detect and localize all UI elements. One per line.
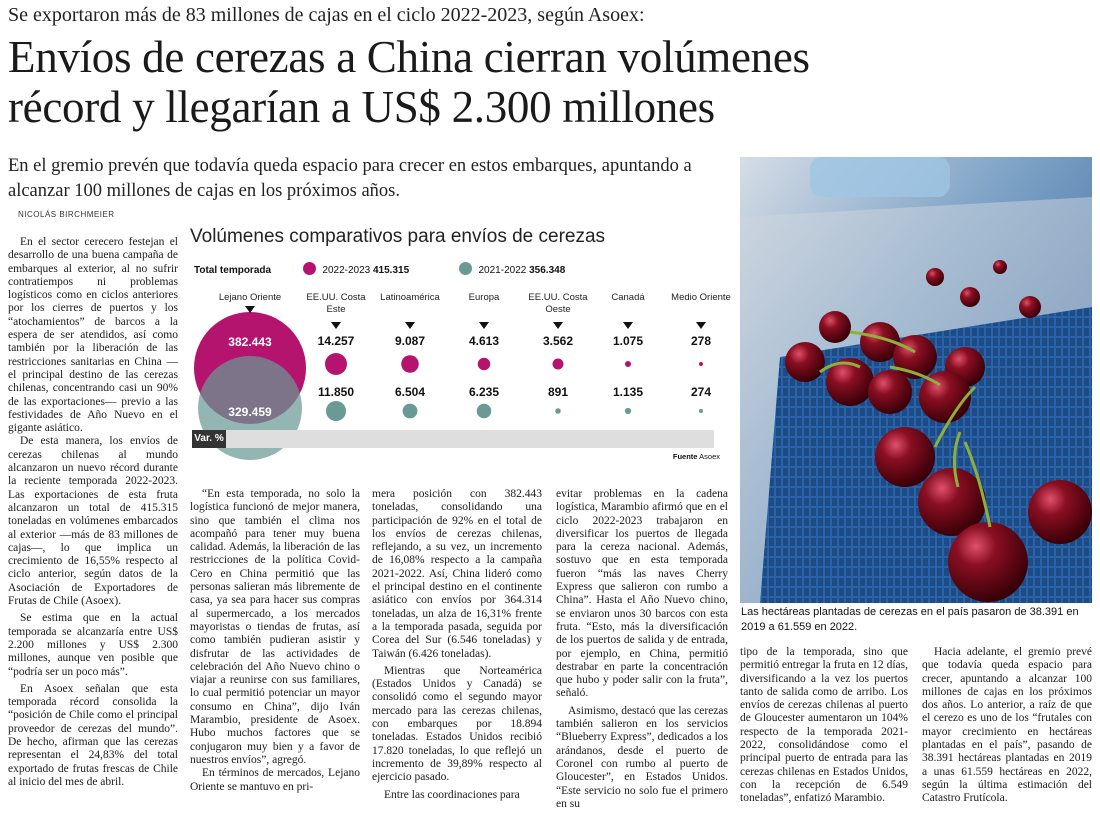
value-label-2021-2022: 274 bbox=[690, 385, 712, 399]
paragraph: Asimismo, destacó que las cerezas también salieron en los servicios “Blueberry Express”, dedicados a los arándanos, desde el puerto de Coronel con rumbo al puerto de Gloucester”, en Estados Unidos. “Este servicio no solo fue el primero en su bbox=[556, 704, 728, 810]
category-label: EE.UU. Costa Este bbox=[306, 292, 366, 315]
variation-label: Var. % bbox=[192, 430, 226, 448]
bubble-2022-2023 bbox=[401, 355, 419, 373]
bubble-2021-2022 bbox=[555, 408, 560, 413]
source-label: Fuente bbox=[672, 452, 698, 461]
category-pointer bbox=[245, 306, 255, 313]
legend-total-label: Total temporada bbox=[194, 265, 272, 276]
headline bbox=[8, 32, 810, 132]
paragraph: Mientras que Norteamérica (Estados Unidos y Canadá) se consolidó como el segundo mayor mercado para las cerezas chilenas, con embarques por 18.894 toneladas. Estados Unidos recibió 17.820 toneladas, lo que reflejó un incremento de 39,89% respecto al ejercicio pasado. bbox=[372, 664, 542, 784]
paragraph: En términos de mercados, Lejano Oriente se mantuvo en pri- bbox=[190, 767, 360, 793]
paragraph: Hacia adelante, el gremio prevé que todavía queda espacio para crecer, apuntando a alcanzar 100 millones de cajas en los próximos dos años. Lo anterior, a raíz de que el cerezo es uno de los “frutales con mayor crecimiento en hectáreas plantadas en el país”, pasando de 38.391 hectáreas plantadas en 2019 a unas 61.559 hectáreas en 2022, según la última estimación del Catastro Frutícola. bbox=[922, 646, 1092, 805]
category-pointer bbox=[331, 322, 341, 329]
value-label-2021-2022: 6.504 bbox=[394, 385, 426, 399]
bubble-2022-2023 bbox=[625, 361, 631, 367]
bubble-2021-2022 bbox=[403, 404, 418, 419]
value-label-2022-2023: 4.613 bbox=[468, 334, 500, 348]
article-column-4 bbox=[556, 488, 728, 811]
headline-line-1: Envíos de cerezas a China cierran volúmenes bbox=[8, 32, 810, 82]
paragraph: De esta manera, los envíos de cerezas chilenas al mundo alcanzaron un nuevo récord durante la reciente temporada 2022-2023. Las exportaciones de esta fruta alcanzaron un total de 415.315 toneladas en volúmenes embarcados al exterior —más de 83 millones de cajas—, lo que implica un crecimiento de 16,55% respecto al ciclo anterior, según datos de la Asociación de Exportadores de Frutas de Chile (Asoex). bbox=[8, 435, 178, 608]
cherries-photo bbox=[740, 157, 1092, 603]
bubble-2022-2023 bbox=[699, 362, 703, 366]
paragraph: Se estima que en la actual temporada se alcanzaría entre US$ 2.200 millones y US$ 2.300 millones, aunque ven posible que “podría ser un poco más”. bbox=[8, 612, 178, 678]
article-column-6 bbox=[922, 646, 1092, 806]
value-label-2022-2023: 3.562 bbox=[542, 334, 574, 348]
value-label-2022-2023: 278 bbox=[690, 334, 712, 348]
headline-line-2: récord y llegarían a US$ 2.300 millones bbox=[8, 82, 715, 132]
category-label: Lejano Oriente bbox=[218, 292, 282, 303]
category-pointer bbox=[623, 322, 633, 329]
value-label-2022-2023: 382.443 bbox=[228, 335, 272, 349]
article-column-2 bbox=[190, 488, 360, 794]
bubble-2021-2022 bbox=[326, 401, 346, 421]
category-label: Medio Oriente bbox=[671, 292, 731, 303]
value-label-2022-2023: 1.075 bbox=[612, 334, 644, 348]
value-label-2021-2022: 6.235 bbox=[468, 385, 500, 399]
category-label: EE.UU. Costa Oeste bbox=[528, 292, 588, 315]
source-name: Asoex bbox=[699, 452, 720, 461]
article-column-3 bbox=[372, 488, 542, 802]
paragraph: mera posición con 382.443 toneladas, consolidando una participación de 92% en el total de los envíos de cerezas chilenas, reflejando, a su vez, un incremento de 16,08% respecto a la campaña 2021-2022. Así, China lideró como el principal destino en el continente asiático con envíos por 364.314 toneladas, un alza de 16,31% frente a la temporada pasada, seguida por Corea del Sur (6.546 toneladas) y Taiwán (6.426 toneladas). bbox=[372, 488, 542, 660]
value-label-2021-2022: 1.135 bbox=[612, 385, 644, 399]
category-pointer bbox=[479, 322, 489, 329]
bubble-2022-2023 bbox=[478, 358, 491, 371]
variation-bar bbox=[192, 430, 714, 448]
value-label-2022-2023: 9.087 bbox=[394, 334, 426, 348]
bubble-2022-2023 bbox=[325, 353, 347, 375]
paragraph: En el sector cerecero festejan el desarrollo de una buena campaña de embarques al exterior, al no sufrir contratiempos ni problemas logísticos como en ciclos anteriores por los cierres de puertos y los “atochamientos” de barcos a la espera de ser atendidos, así como también por la liberación de las restricciones sanitarias en China —el principal destino de las cerezas chilenas, concentrando casi un 90% de las exportaciones— previo a las festividades de Año Nuevo en el gigante asiático. bbox=[8, 236, 178, 435]
bubble-2022-2023 bbox=[553, 359, 564, 370]
cherries-illustration bbox=[740, 157, 1092, 603]
legend-series1-total: 415.315 bbox=[373, 265, 410, 276]
photo-caption: Las hectáreas plantadas de cerezas en el país pasaron de 38.391 en 2019 a 61.559 en 2022. bbox=[741, 606, 1079, 633]
chart-title: Volúmenes comparativos para envíos de cerezas bbox=[190, 226, 606, 247]
legend-series2-total: 356.348 bbox=[529, 265, 566, 276]
paragraph: En Asoex señalan que esta temporada récord consolida la “posición de Chile como el principal proveedor de cerezas del mundo”. De hecho, afirman que las cerezas representan el 24,83% del total exportado de frutas frescas de Chile al inicio del mes de abril. bbox=[8, 682, 178, 788]
chart-source bbox=[673, 452, 720, 461]
category-pointer bbox=[405, 322, 415, 329]
bubble-2021-2022 bbox=[699, 409, 703, 413]
value-label-2021-2022: 891 bbox=[547, 385, 569, 399]
article-column-1 bbox=[8, 236, 178, 789]
value-label-2021-2022: 329.459 bbox=[228, 405, 272, 419]
legend-series1-name: 2022-2023 bbox=[322, 265, 371, 276]
paragraph: “En esta temporada, no solo la logística funcionó de mejor manera, sino que también el clima nos acompañó para tener muy buena calidad. Además, la liberación de las restricciones de la política Covid-Cero en China permitió que las personas salieran más libremente de casa, ya sea para hacer sus compras al supermercado, a los mercados mayoristas o tiendas de frutas, así como también pudieran asistir y disfrutar de las actividades de celebración del Año Nuevo chino o viajar a reunirse con sus familiares, lo cual permitió potenciar un mayor consumo en China”, dijo Iván Marambio, presidente de Asoex. Hubo muchos factores que se conjugaron muy bien y a favor de nuestros envíos”, agregó. bbox=[190, 488, 360, 766]
category-pointer bbox=[696, 322, 706, 329]
paragraph: tipo de la temporada, sino que permitió entregar la fruta en 12 días, diversificando a la vez los puertos tanto de salida como de arribo. Los envíos de cerezas chilenas al puerto de Gloucester aumentaron un 104% respecto de la temporada 2021-2022, consolidándose como el principal puerto de entrada para las cerezas chilenas en Estados Unidos, con la recepción de 6.549 toneladas”, enfatizó Marambio. bbox=[740, 646, 908, 805]
category-pointer bbox=[553, 322, 563, 329]
category-label: Latinoamérica bbox=[380, 292, 440, 303]
kicker: Se exportaron más de 83 millones de cajas en el ciclo 2022-2023, según Asoex: bbox=[8, 4, 645, 26]
paragraph: Entre las coordinaciones para bbox=[384, 788, 520, 801]
lead-paragraph: En el gremio prevén que todavía queda espacio para crecer en estos embarques, apuntando a alcanzar 100 millones de cajas en los próximos años. bbox=[8, 156, 692, 201]
comparison-chart bbox=[188, 226, 731, 476]
legend-series2-name: 2021-2022 bbox=[478, 265, 527, 276]
category-label: Europa bbox=[468, 292, 500, 303]
paragraph: evitar problemas en la cadena logística, Marambio afirmó que en el ciclo 2022-2023 trabajaron en diversificar los puertos de llegada para la cereza nacional. Además, sostuvo que en esta temporada fueron “más las naves Cherry Express que salieron con rumbo a China”. Hasta el Año Nuevo chino, se enviaron unos 30 barcos con esta fruta. “Esto, más la diversificación de los puertos de salida y de entrada, por ejemplo, en China, permitió destrabar en parte la concentración que hubo y poder salir con la fruta”, señaló. bbox=[556, 488, 728, 700]
article-column-5 bbox=[740, 646, 908, 806]
byline: NICOLÁS BIRCHMEIER bbox=[18, 210, 115, 219]
value-label-2021-2022: 11.850 bbox=[317, 385, 355, 399]
value-label-2022-2023: 14.257 bbox=[317, 334, 355, 348]
bubble-2021-2022 bbox=[477, 404, 492, 419]
category-label: Canadá bbox=[611, 292, 645, 303]
bubble-2021-2022 bbox=[625, 408, 631, 414]
